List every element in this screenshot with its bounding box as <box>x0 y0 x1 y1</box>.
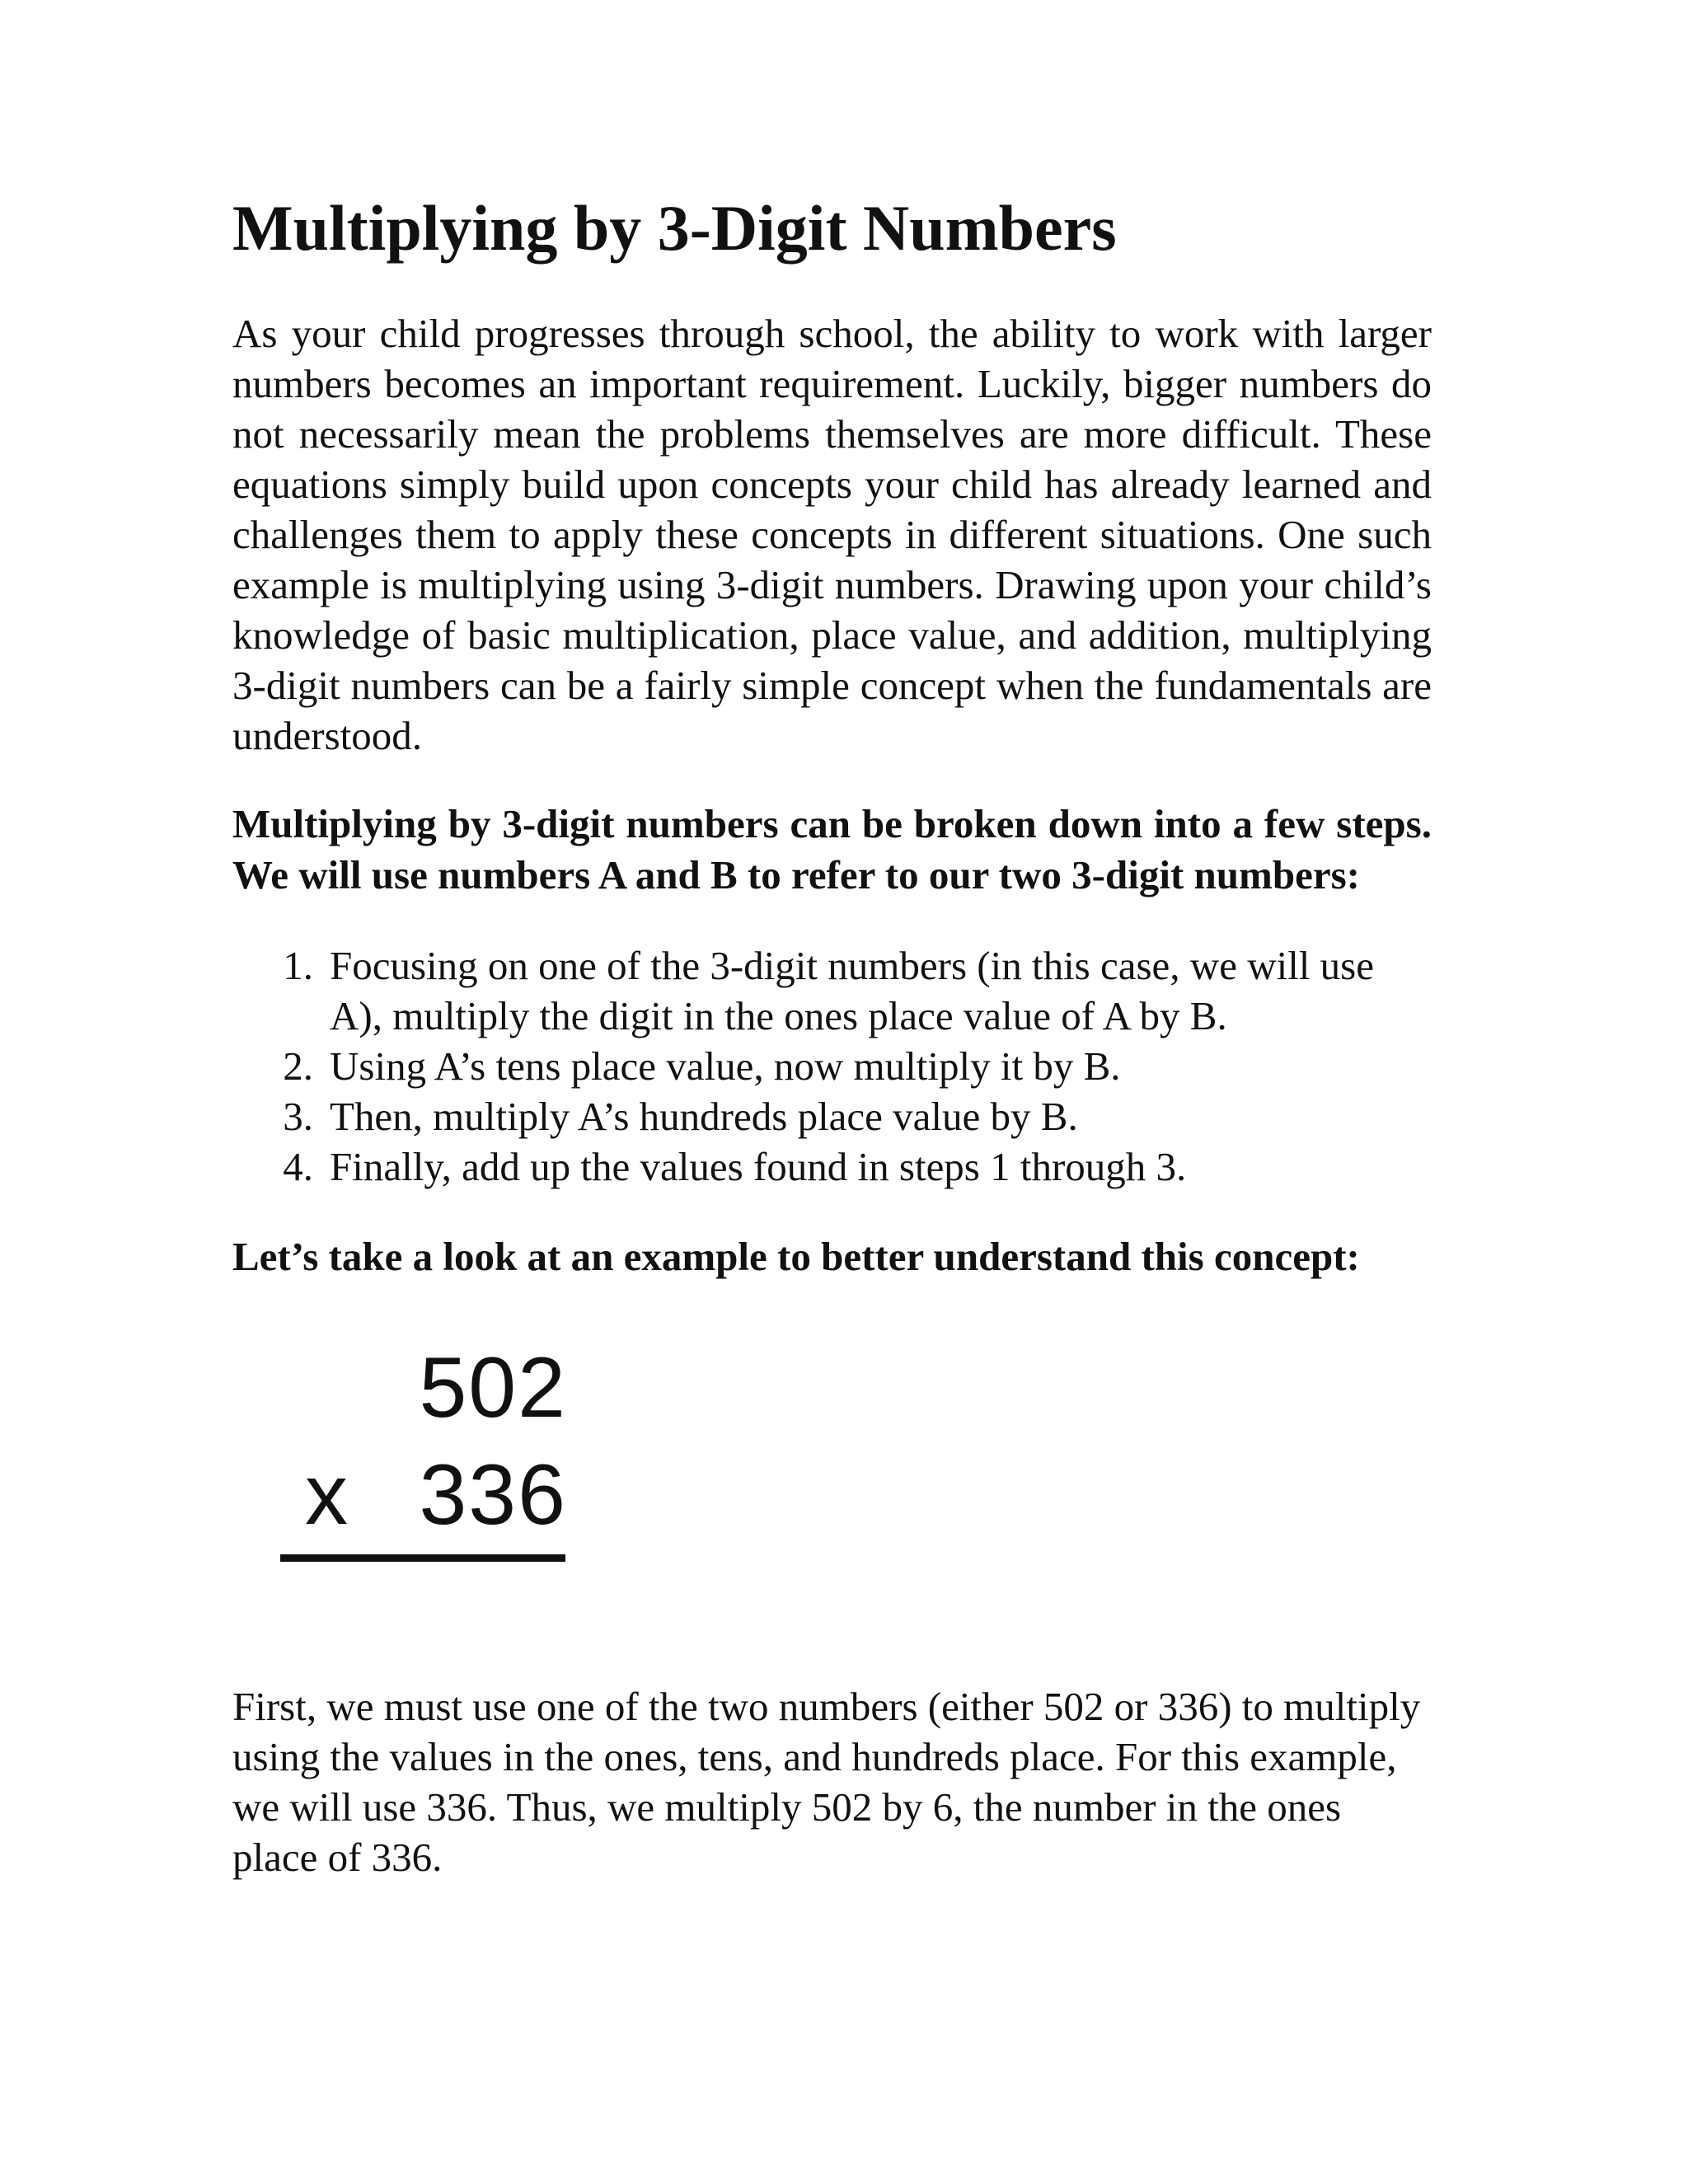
step-number: 2. <box>283 1043 313 1089</box>
step-text: Finally, add up the values found in steps 1 through 3. <box>330 1143 1187 1189</box>
answer-line <box>280 1554 565 1562</box>
multiplier: 336 <box>419 1446 567 1543</box>
step-number: 1. <box>283 942 313 988</box>
document-content <box>232 190 1432 1882</box>
multiplicand: 502 <box>419 1339 567 1436</box>
step-text: Then, multiply A’s hundreds place value by B. <box>330 1093 1078 1139</box>
steps-intro: Multiplying by 3-digit numbers can be broken down into a few steps. We will use numbers A and B to refer to our two 3-digit numbers: <box>232 800 1432 898</box>
closing-paragraph: First, we must use one of the two numbers (either 502 or 336) to multiply using the values in the ones, tens, and hundreds place. For this example, we will use 336. Thus, we multiply 502 by 6, the number in the ones place of 336. <box>232 1683 1421 1880</box>
list-item <box>232 940 1432 1041</box>
list-item <box>232 1091 1432 1141</box>
example-heading: Let’s take a look at an example to better understand this concept: <box>232 1233 1360 1279</box>
intro-paragraph: As your child progresses through school, the ability to work with larger numbers becomes an important requirement. Luckily, bigger numbers do not necessarily mean the problems themselves are more difficult. These equations simply build upon concepts your child has already learned and challenges them to apply these concepts in different situations. One such example is multiplying using 3-digit numbers. Drawing upon your child’s knowledge of basic multiplication, place value, and addition, multiplying 3-digit numbers can be a fairly simple concept when the fundamentals are understood. <box>232 310 1432 758</box>
multiply-operator: x <box>305 1446 348 1543</box>
multiplication-problem <box>232 1338 595 1586</box>
step-text: Focusing on one of the 3-digit numbers (in this case, we will use A), multiply the digit in the ones place value of A by B. <box>330 942 1374 1038</box>
list-item <box>232 1041 1432 1091</box>
steps-list <box>232 940 1432 1192</box>
step-number: 4. <box>283 1143 313 1189</box>
page-title: Multiplying by 3-Digit Numbers <box>232 192 1117 264</box>
step-text: Using A’s tens place value, now multiply it by B. <box>330 1043 1121 1089</box>
list-item <box>232 1141 1432 1192</box>
step-number: 3. <box>283 1093 313 1139</box>
